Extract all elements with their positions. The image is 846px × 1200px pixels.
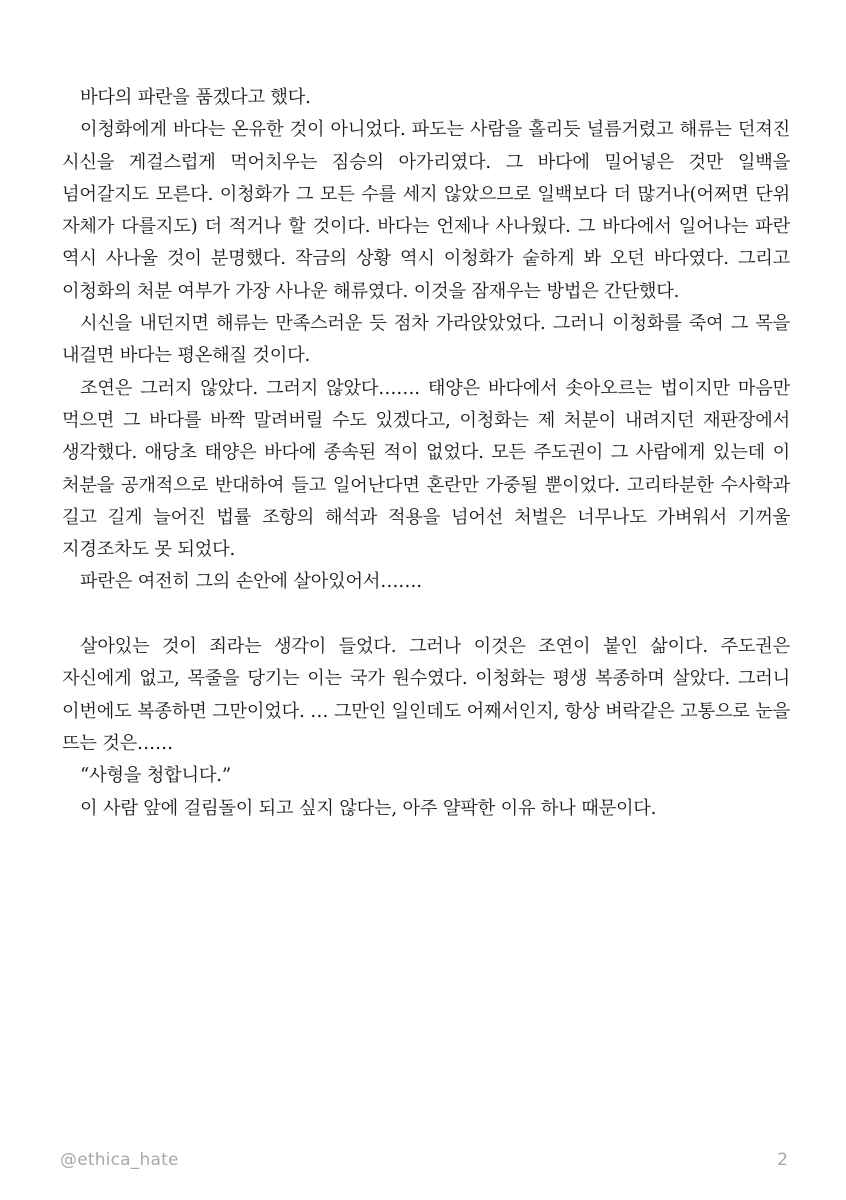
author-handle: @ethica_hate xyxy=(60,1150,179,1170)
paragraph-8: 이 사람 앞에 걸림돌이 되고 싶지 않다는, 아주 얄팍한 이유 하나 때문이다. xyxy=(80,797,657,819)
paragraph-7: “사형을 청합니다.” xyxy=(80,765,231,787)
section-break xyxy=(62,599,790,631)
paragraph-5: 파란은 여전히 그의 손안에 살아있어서……. xyxy=(80,571,422,593)
page-number: 2 xyxy=(777,1150,788,1170)
paragraph-6: 살아있는 것이 죄라는 생각이 들었다. 그러나 이것은 조연이 붙인 삶이다. 주도권은 자신에게 없고, 목줄을 당기는 이는 국가 원수였다. 이청화는 평생 복종하며 살았다. 그러니 이번에도 복종하면 그만이었다. … 그만인 일인데도 어째서인지, 항상 벼락같은 고통으로 눈을 뜨는 것은…… xyxy=(62,636,790,754)
paragraph-3: 시신을 내던지면 해류는 만족스러운 듯 점차 가라앉았었다. 그러니 이청화를 죽여 그 목을 내걸면 바다는 평온해질 것이다. xyxy=(62,313,790,367)
page-body xyxy=(62,82,790,825)
paragraph-2: 이청화에게 바다는 온유한 것이 아니었다. 파도는 사람을 홀리듯 널름거렸고 해류는 던져진 시신을 게걸스럽게 먹어치우는 짐승의 아가리였다. 그 바다에 밀어넣은 것만 일백을 넘어갈지도 모른다. 이청화가 그 모든 수를 세지 않았으므로 일백보다 더 많거나(어쩌면 단위 자체가 다를지도) 더 적거나 할 것이다. 바다는 언제나 사나웠다. 그 바다에서 일어나는 파란 역시 사나울 것이 분명했다. 작금의 상황 역시 이청화가 숱하게 봐 오던 바다였다. 그리고 이청화의 처분 여부가 가장 사나운 해류였다. 이것을 잠재우는 방법은 간단했다. xyxy=(62,119,790,302)
paragraph-1: 바다의 파란을 품겠다고 했다. xyxy=(80,87,311,108)
paragraph-4: 조연은 그러지 않았다. 그러지 않았다……. 태양은 바다에서 솟아오르는 법이지만 마음만 먹으면 그 바다를 바짝 말려버릴 수도 있겠다고, 이청화는 제 처분이 내려지던 재판장에서 생각했다. 애당초 태양은 바다에 종속된 적이 없었다. 모든 주도권이 그 사람에게 있는데 이 처분을 공개적으로 반대하여 들고 일어난다면 혼란만 가중될 뿐이었다. 고리타분한 수사학과 길고 길게 늘어진 법률 조항의 해석과 적용을 넘어선 처벌은 너무나도 가벼워서 기꺼울 지경조차도 못 되었다. xyxy=(62,377,790,561)
